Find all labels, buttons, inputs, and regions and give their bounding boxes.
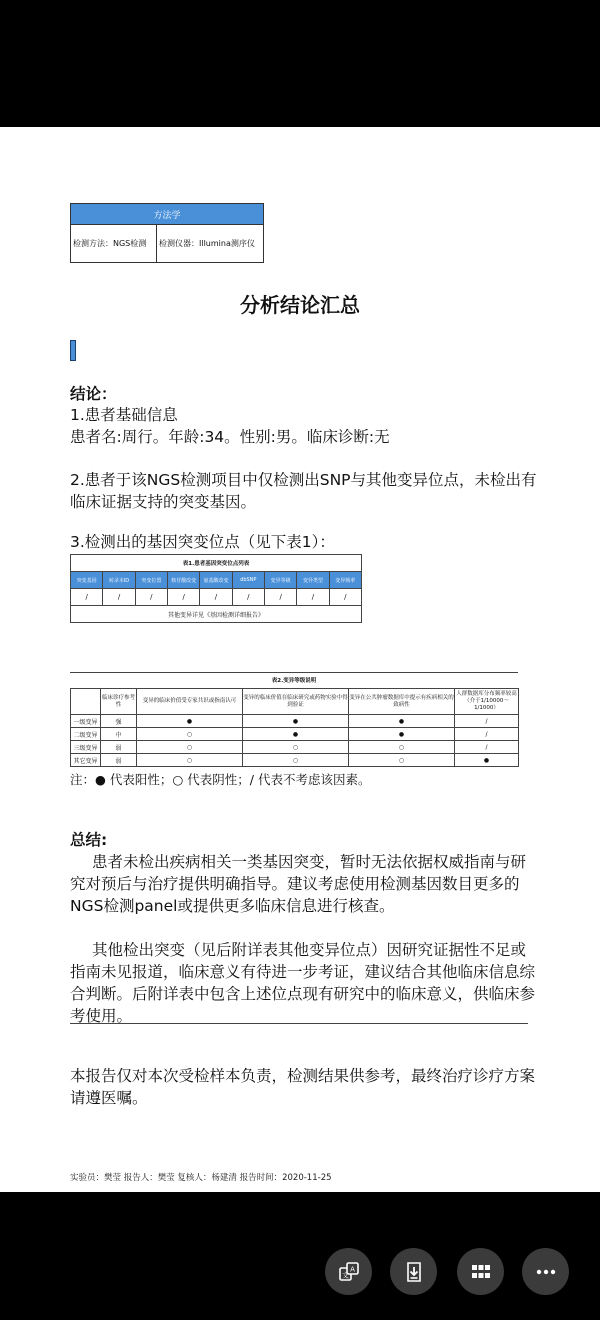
translate-icon bbox=[337, 1260, 361, 1284]
table2-caption: 表2.变异等级说明 bbox=[271, 678, 317, 684]
summary-heading: 总结: bbox=[70, 831, 108, 849]
table1-cell: / bbox=[200, 589, 232, 606]
table2-cell: ● bbox=[455, 754, 519, 767]
table1-header: 变异类型 bbox=[297, 572, 329, 589]
table2-cell: ○ bbox=[243, 741, 349, 754]
table2-cell: ○ bbox=[349, 754, 455, 767]
table2-cell: 其它变异 bbox=[71, 754, 101, 767]
top-black-bar bbox=[0, 0, 600, 127]
table1-cell: / bbox=[264, 589, 296, 606]
table1-header: 氨基酸改变 bbox=[200, 572, 232, 589]
table1-cell: / bbox=[135, 589, 167, 606]
table-row bbox=[71, 754, 519, 767]
table-row bbox=[71, 589, 362, 606]
variant-level-table bbox=[70, 688, 519, 767]
translate-button[interactable] bbox=[325, 1248, 372, 1295]
table1-header: 变异频率 bbox=[329, 572, 361, 589]
table2-cell: ○ bbox=[137, 728, 243, 741]
more-button[interactable] bbox=[522, 1248, 569, 1295]
mutation-table bbox=[70, 554, 362, 623]
method-header: 方法学 bbox=[71, 204, 264, 225]
more-icon bbox=[534, 1260, 558, 1284]
summary-rule bbox=[70, 1023, 528, 1024]
table1-cell: / bbox=[329, 589, 361, 606]
summary-paragraph-1: 患者未检出疾病相关一类基因突变，暂时无法依据权威指南与研究对预后与治疗提供明确指导。建议考虑使用检测基因数目更多的NGS检测panel或提供更多临床信息进行核查。 bbox=[70, 853, 527, 915]
table2-cell: ○ bbox=[137, 754, 243, 767]
method-cell-technique: 检测方法：NGS检测 bbox=[71, 225, 157, 263]
table2-cell: / bbox=[455, 728, 519, 741]
table1-cell: / bbox=[297, 589, 329, 606]
summary-paragraph-2: 其他检出突变（见后附详表其他变异位点）因研究证据性不足或指南未见报道，临床意义有待进一步考证，建议结合其他临床信息综合判断。后附详表中包含上述位点现有研究中的临床意义，供临床参考使用。 bbox=[70, 941, 536, 1025]
section3-heading: 3.检测出的基因突变位点（见下表1）： bbox=[70, 533, 335, 551]
section1-body: 患者名:周行。年龄:34。性别:男。临床诊断:无 bbox=[70, 428, 390, 446]
grid-view-button[interactable] bbox=[457, 1248, 504, 1295]
report-footer: 实验员：樊莹 报告人：樊莹 复核人：杨建清 报告时间：2020-11-25 bbox=[70, 1173, 332, 1183]
svg-text:A: A bbox=[349, 1265, 355, 1273]
table2-cell: 中 bbox=[101, 728, 137, 741]
table1-caption: 表1.患者基因突变位点列表 bbox=[71, 555, 362, 572]
table2-header: 临床诊疗参考性 bbox=[101, 689, 137, 715]
table-row bbox=[71, 728, 519, 741]
table2-cell: / bbox=[455, 741, 519, 754]
section-marker bbox=[70, 340, 76, 361]
bottom-toolbar bbox=[0, 1192, 600, 1320]
table1-footer: 其他变异详见《基因检测详细报告》 bbox=[71, 606, 362, 623]
download-button[interactable] bbox=[390, 1248, 437, 1295]
table-row bbox=[71, 741, 519, 754]
table1-header: 突变位置 bbox=[135, 572, 167, 589]
table2-cell: / bbox=[455, 715, 519, 728]
download-icon bbox=[402, 1260, 426, 1284]
conclusion-heading: 结论： bbox=[70, 385, 117, 403]
table1-cell: / bbox=[167, 589, 199, 606]
table2-cell: ● bbox=[137, 715, 243, 728]
table1-cell: / bbox=[232, 589, 264, 606]
table2-top-rule bbox=[70, 672, 518, 673]
table2-header: 变异在公共肿瘤数据库中提示有疾病相关的致病性 bbox=[349, 689, 455, 715]
table2-cell: ● bbox=[349, 728, 455, 741]
table2-cell: ● bbox=[243, 728, 349, 741]
table1-header: 变异等级 bbox=[264, 572, 296, 589]
table2-cell: 弱 bbox=[101, 741, 137, 754]
section2-body: 2.患者于该NGS检测项目中仅检测出SNP与其他变异位点，未检出有临床证据支持的突变基因。 bbox=[70, 471, 537, 511]
table2-header: 变异的临床价值受专家共识或指南认可 bbox=[137, 689, 243, 715]
table1-cell: / bbox=[71, 589, 103, 606]
table-row bbox=[71, 715, 519, 728]
svg-text:文: 文 bbox=[341, 1271, 349, 1279]
table2-cell: ○ bbox=[137, 741, 243, 754]
method-cell-instrument: 检测仪器：Illumina测序仪 bbox=[157, 225, 264, 263]
page-title: 分析结论汇总 bbox=[240, 293, 360, 317]
report-page bbox=[0, 127, 600, 1192]
table2-cell: 一级变异 bbox=[71, 715, 101, 728]
table2-cell: 二级变异 bbox=[71, 728, 101, 741]
table2-cell: ○ bbox=[243, 754, 349, 767]
table1-header: 突变基因 bbox=[71, 572, 103, 589]
table1-header: 核苷酸改变 bbox=[167, 572, 199, 589]
table1-header: 转录本ID bbox=[103, 572, 135, 589]
table2-cell: 三级变异 bbox=[71, 741, 101, 754]
grid-icon bbox=[469, 1260, 493, 1284]
method-table bbox=[70, 203, 264, 263]
table2-cell: ○ bbox=[349, 741, 455, 754]
table2-note: 注：● 代表阳性；○ 代表阴性；/ 代表不考虑该因素。 bbox=[70, 772, 371, 787]
table2-cell: ● bbox=[243, 715, 349, 728]
table2-cell: 弱 bbox=[101, 754, 137, 767]
table2-header: 人群数据库分布频率较高（介于1/10000～1/1000） bbox=[455, 689, 519, 715]
table2-cell: ● bbox=[349, 715, 455, 728]
table2-header bbox=[71, 689, 101, 715]
table2-header: 变异的临床价值在临床研究或药物实验中得到验证 bbox=[243, 689, 349, 715]
table1-header: dbSNP bbox=[232, 572, 264, 589]
table2-cell: 强 bbox=[101, 715, 137, 728]
section1-heading: 1.患者基础信息 bbox=[70, 406, 178, 424]
disclaimer-text: 本报告仅对本次受检样本负责，检测结果供参考，最终治疗诊疗方案请遵医嘱。 bbox=[70, 1067, 536, 1107]
table1-cell: / bbox=[103, 589, 135, 606]
